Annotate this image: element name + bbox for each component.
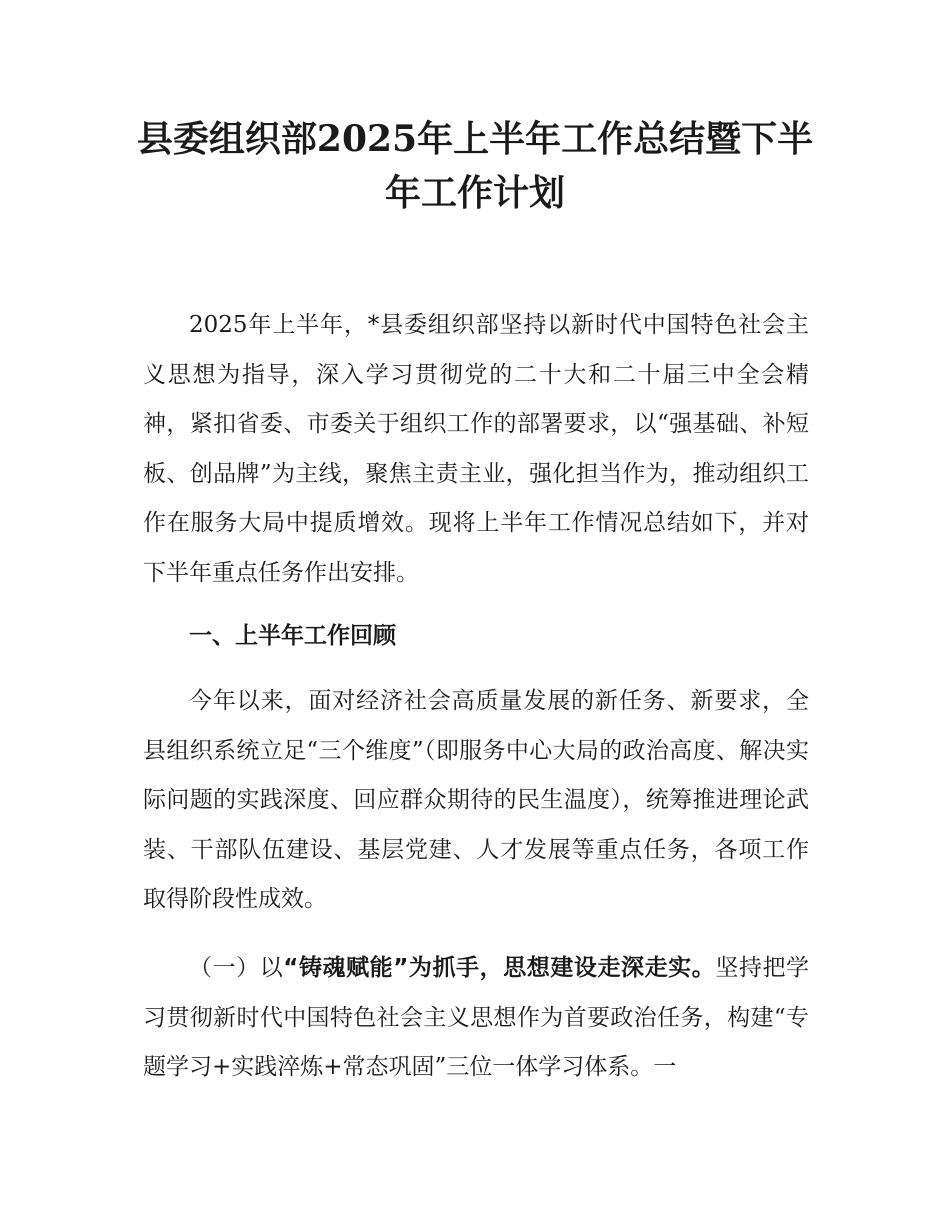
- section-review-paragraph: 今年以来，面对经济社会高质量发展的新任务、新要求，全县组织系统立足“三个维度”（即服务中心大局的政治高度、解决实际问题的实践深度、回应群众期待的民生温度），统筹推进理论武装、干部队伍建设、基层党建、人才发展等重点任务，各项工作取得阶段性成效。: [143, 688, 809, 913]
- document-title: 县委组织部2025年上半年工作总结暨下半年工作计划: [136, 118, 814, 214]
- subsection-body-text: 坚持把学习贯彻新时代中国特色社会主义思想作为首要政治任务，构建“专题学习+实践淬炼+常态巩固”三位一体学习体系。一: [143, 955, 810, 1081]
- subsection-thought-building-paragraph: [143, 944, 809, 1093]
- subsection-number: （一）以: [189, 955, 284, 981]
- subsection-heading: “铸魂赋能”为抓手，思想建设走深走实。: [283, 955, 716, 981]
- intro-paragraph: 2025年上半年，*县委组织部坚持以新时代中国特色社会主义思想为指导，深入学习贯彻党的二十大和二十届三中全会精神，紧扣省委、市委关于组织工作的部署要求，以“强基础、补短板、创品牌”为主线，聚焦主责主业，强化担当作为，推动组织工作在服务大局中提质增效。现将上半年工作情况总结如下，并对下半年重点任务作出安排。: [143, 312, 809, 586]
- section-heading-review: 一、上半年工作回顾: [189, 623, 396, 649]
